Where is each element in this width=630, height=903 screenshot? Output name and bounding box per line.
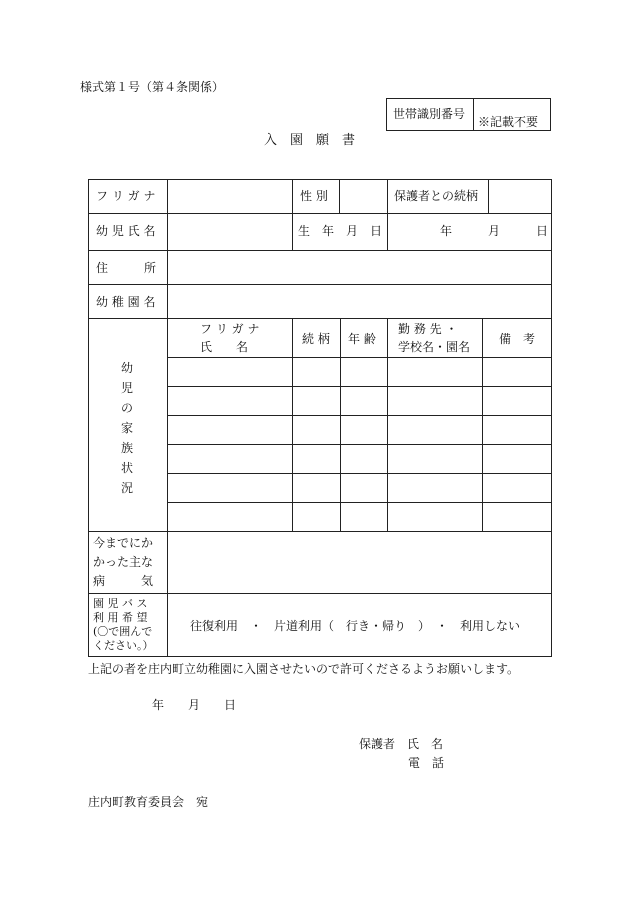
family-label: 幼 児 の 家 族 状 況 (120, 361, 133, 495)
bus-label-3: (〇で囲んで (93, 625, 153, 638)
illness-label-3: 病 気 (93, 574, 154, 588)
family-header-work-2: 学校名・園名 (398, 340, 471, 354)
form-number: 様式第１号（第４条関係） (80, 80, 225, 94)
family-header-furigana: フ リ ガ ナ (200, 322, 260, 336)
illness-label-1: 今までにか (93, 536, 154, 550)
phone-label: 電 話 (408, 756, 445, 770)
addressee: 庄内町教育委員会 宛 (88, 795, 209, 809)
address-input[interactable] (168, 251, 551, 283)
child-name-input[interactable] (168, 214, 291, 249)
relation-label: 保護者との続柄 (394, 189, 479, 203)
family-header-relation: 続 柄 (302, 332, 330, 346)
illness-label-2: かった主な (93, 555, 154, 569)
kindergarten-label: 幼 稚 園 名 (96, 295, 156, 309)
bus-label-4: ください。） (93, 639, 154, 652)
household-id-label: 世帯識別番号 (393, 107, 466, 121)
family-header-remarks: 備 考 (499, 332, 536, 346)
family-header-work-1: 勤 務 先 ・ (398, 322, 458, 336)
furigana-label: フ リ ガ ナ (96, 189, 156, 203)
birthdate-label: 生 年 月 日 (298, 224, 383, 238)
guardian-name-input[interactable] (450, 734, 550, 752)
family-header-age: 年 齢 (348, 332, 376, 346)
family-header-name: 氏 名 (200, 340, 249, 354)
gender-label: 性 別 (300, 189, 328, 203)
relation-input[interactable] (489, 180, 551, 212)
page-title: 入 園 願 書 (264, 133, 356, 148)
request-text: 上記の者を庄内町立幼稚園に入園させたいので許可くださるようお願いします。 (88, 662, 520, 676)
guardian-name-label: 保護者 氏 名 (359, 737, 444, 751)
bus-options[interactable]: 往復利用 ・ 片道利用（ 行き・帰り ） ・ 利用しない (190, 619, 521, 633)
date-field[interactable]: 年 月 日 (152, 698, 237, 712)
address-label: 住 所 (96, 261, 157, 275)
birthdate-value[interactable]: 年 月 日 (440, 224, 549, 238)
gender-input[interactable] (340, 180, 386, 212)
bus-label-1: 園 児 バ ス (93, 597, 148, 610)
furigana-input[interactable] (168, 180, 291, 212)
household-id-note: ※記載不要 (478, 115, 539, 129)
kindergarten-input[interactable] (168, 285, 551, 317)
bus-label-2: 利 用 希 望 (93, 611, 148, 624)
phone-input[interactable] (450, 753, 550, 771)
child-name-label: 幼 児 氏 名 (96, 224, 156, 238)
illness-input[interactable] (168, 532, 551, 592)
